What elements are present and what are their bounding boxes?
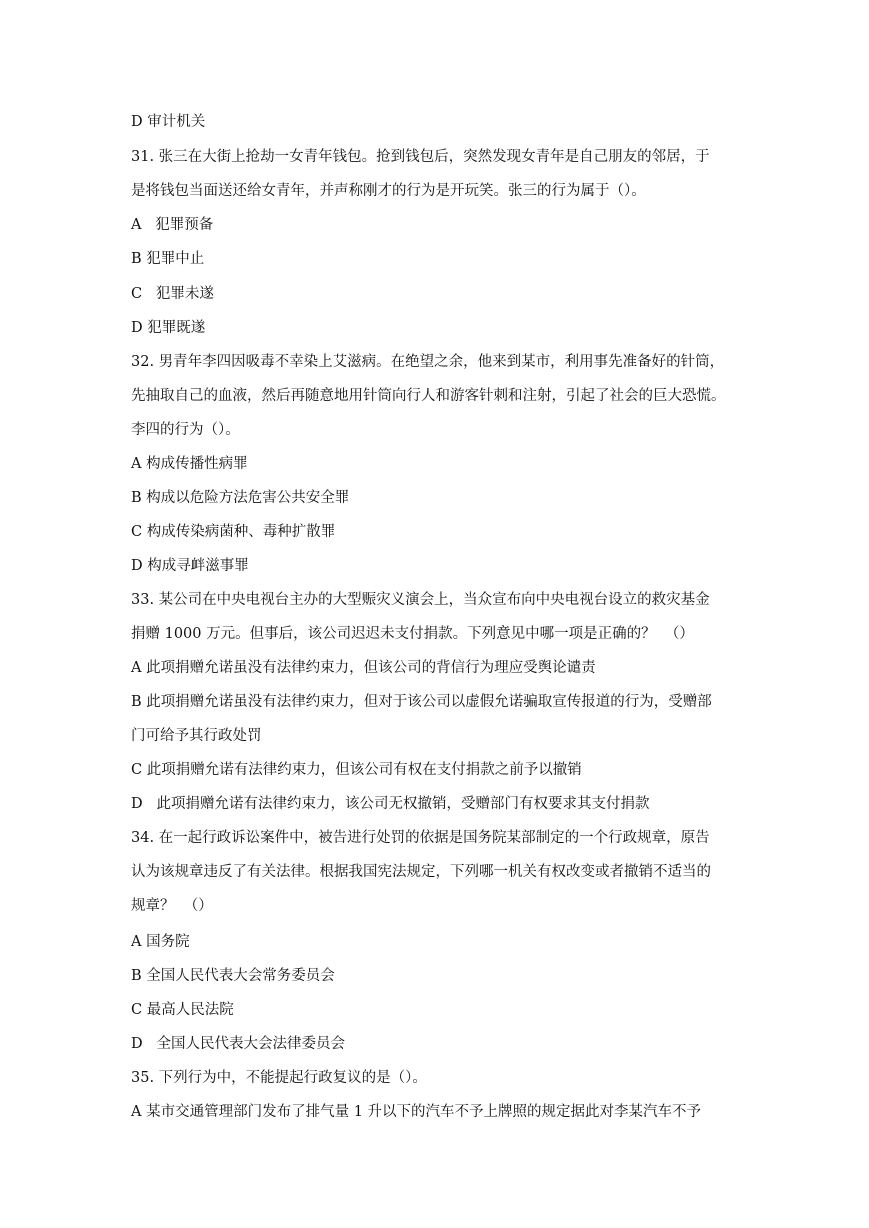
answer-option: D 构成寻衅滋事罪 <box>131 558 249 574</box>
answer-option: D 犯罪既遂 <box>131 320 206 336</box>
answer-option: B 构成以危险方法危害公共安全罪 <box>131 490 350 506</box>
answer-option: C 此项捐赠允诺有法律约束力，但该公司有权在支付捐款之前予以撤销 <box>131 762 582 778</box>
answer-option: B 全国人民代表大会常务委员会 <box>131 968 335 984</box>
answer-option: A 犯罪预备 <box>131 217 214 233</box>
question-text: 捐赠 1000 万元。但事后，该公司迟迟未支付捐款。下列意见中哪一项是正确的？ （） <box>131 626 694 642</box>
answer-option: A 某市交通管理部门发布了排气量 1 升以下的汽车不予上牌照的规定据此对李某汽车不予 <box>131 1104 702 1120</box>
question-text: 先抽取自己的血液，然后再随意地用针筒向行人和游客针刺和注射，引起了社会的巨大恐慌。 <box>131 388 726 404</box>
answer-option: D 审计机关 <box>131 114 206 130</box>
answer-option: D 全国人民代表大会法律委员会 <box>131 1036 345 1052</box>
question-text: 31. 张三在大街上抢劫一女青年钱包。抢到钱包后，突然发现女青年是自己朋友的邻居，于 <box>131 149 710 165</box>
answer-option: A 构成传播性病罪 <box>131 456 248 472</box>
question-text: 32. 男青年李四因吸毒不幸染上艾滋病。在绝望之余，他来到某市，利用事先准备好的针筒， <box>131 354 725 370</box>
answer-option: B 犯罪中止 <box>131 251 205 267</box>
answer-option: 门可给予其行政处罚 <box>131 728 262 744</box>
question-text: 是将钱包当面送还给女青年，并声称刚才的行为是开玩笑。张三的行为属于（）。 <box>131 183 646 199</box>
question-text: 34. 在一起行政诉讼案件中，被告进行处罚的依据是国务院某部制定的一个行政规章，原告 <box>131 830 710 846</box>
answer-option: A 此项捐赠允诺虽没有法律约束力，但该公司的背信行为理应受舆论谴责 <box>131 660 596 676</box>
answer-option: B 此项捐赠允诺虽没有法律约束力，但对于该公司以虚假允诺骗取宣传报道的行为，受赠部 <box>131 694 712 710</box>
answer-option: C 犯罪未遂 <box>131 286 214 302</box>
question-text: 33. 某公司在中央电视台主办的大型赈灾义演会上，当众宣布向中央电视台设立的救灾基金 <box>131 592 710 608</box>
answer-option: A 国务院 <box>131 934 190 950</box>
answer-option: D 此项捐赠允诺有法律约束力，该公司无权撤销，受赠部门有权要求其支付捐款 <box>131 796 650 812</box>
answer-option: C 最高人民法院 <box>131 1002 234 1018</box>
answer-option: C 构成传染病菌种、毒种扩散罪 <box>131 524 336 540</box>
question-text: 规章？ （） <box>131 898 213 914</box>
question-text: 李四的行为（）。 <box>131 422 240 438</box>
question-text: 35. 下列行为中，不能提起行政复议的是（）。 <box>131 1070 427 1086</box>
question-text: 认为该规章违反了有关法律。根据我国宪法规定，下列哪一机关有权改变或者撤销不适当的 <box>131 864 711 880</box>
